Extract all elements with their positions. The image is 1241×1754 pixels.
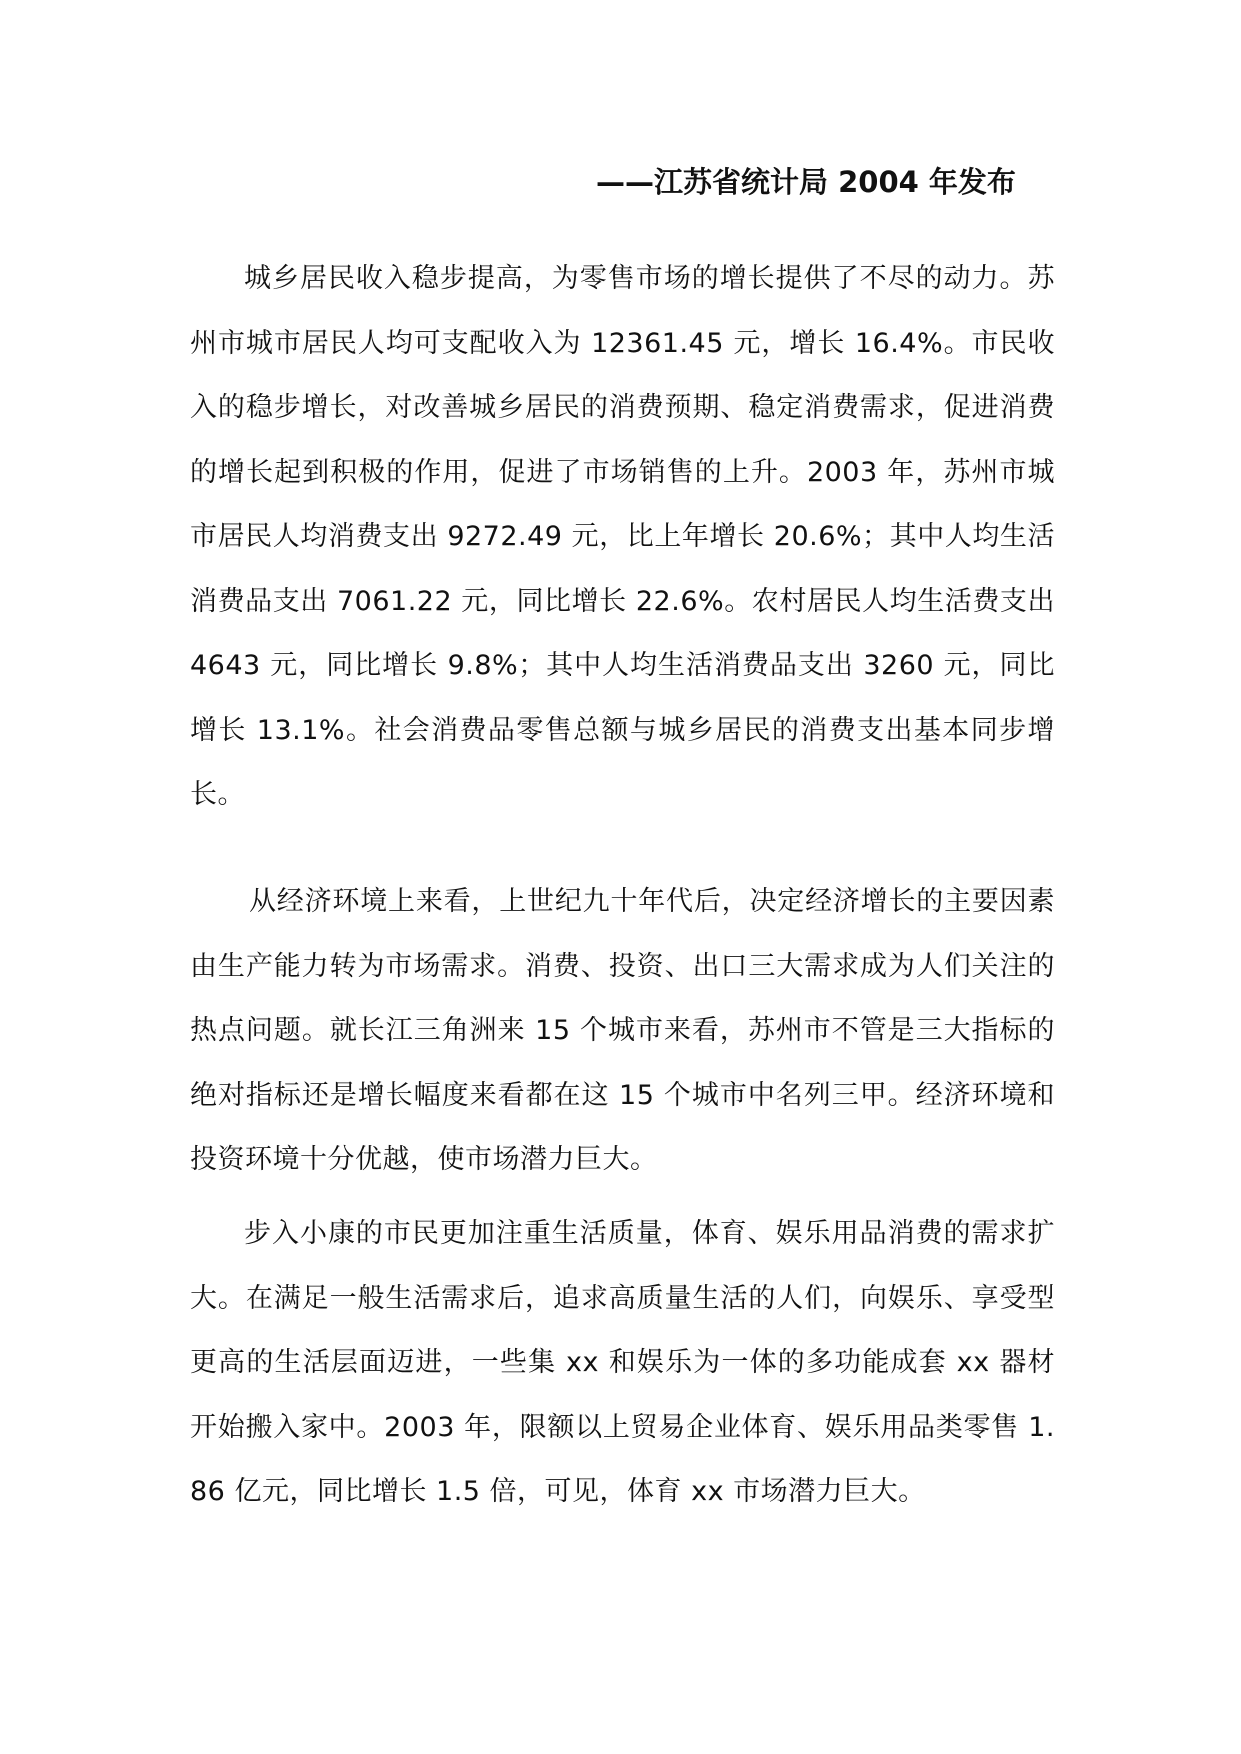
paragraph-economic-environment: 从经济环境上来看，上世纪九十年代后，决定经济增长的主要因素由生产能力转为市场需求。消费、投资、出口三大需求成为人们关注的热点问题。就长江三角洲来 15 个城市来看，苏州市不管是三大指标的绝对指标还是增长幅度来看都在这 15 个城市中名列三甲。经济环境和投资环境十分优越，使市场潜力巨大。: [190, 886, 1055, 1175]
source-attribution: ——江苏省统计局 2004 年发布: [596, 165, 1016, 199]
paragraph-sports-entertainment-demand: 步入小康的市民更加注重生活质量，体育、娱乐用品消费的需求扩大。在满足一般生活需求后，追求高质量生活的人们，向娱乐、享受型更高的生活层面迈进，一些集 xx 和娱乐为一体的多功能成套 xx 器材开始搬入家中。2003 年，限额以上贸易企业体育、娱乐用品类零售 1.86 亿元，同比增长 1.5 倍，可见，体育 xx 市场潜力巨大。: [190, 1218, 1055, 1507]
paragraph-income-growth: 城乡居民收入稳步提高，为零售市场的增长提供了不尽的动力。苏州市城市居民人均可支配收入为 12361.45 元，增长 16.4%。市民收入的稳步增长，对改善城乡居民的消费预期、稳定消费需求，促进消费的增长起到积极的作用，促进了市场销售的上升。2003 年，苏州市城市居民人均消费支出 9272.49 元，比上年增长 20.6%；其中人均生活消费品支出 7061.22 元，同比增长 22.6%。农村居民人均生活费支出 4643 元，同比增长 9.8%；其中人均生活消费品支出 3260 元，同比增长 13.1%。社会消费品零售总额与城乡居民的消费支出基本同步增长。: [190, 263, 1055, 810]
